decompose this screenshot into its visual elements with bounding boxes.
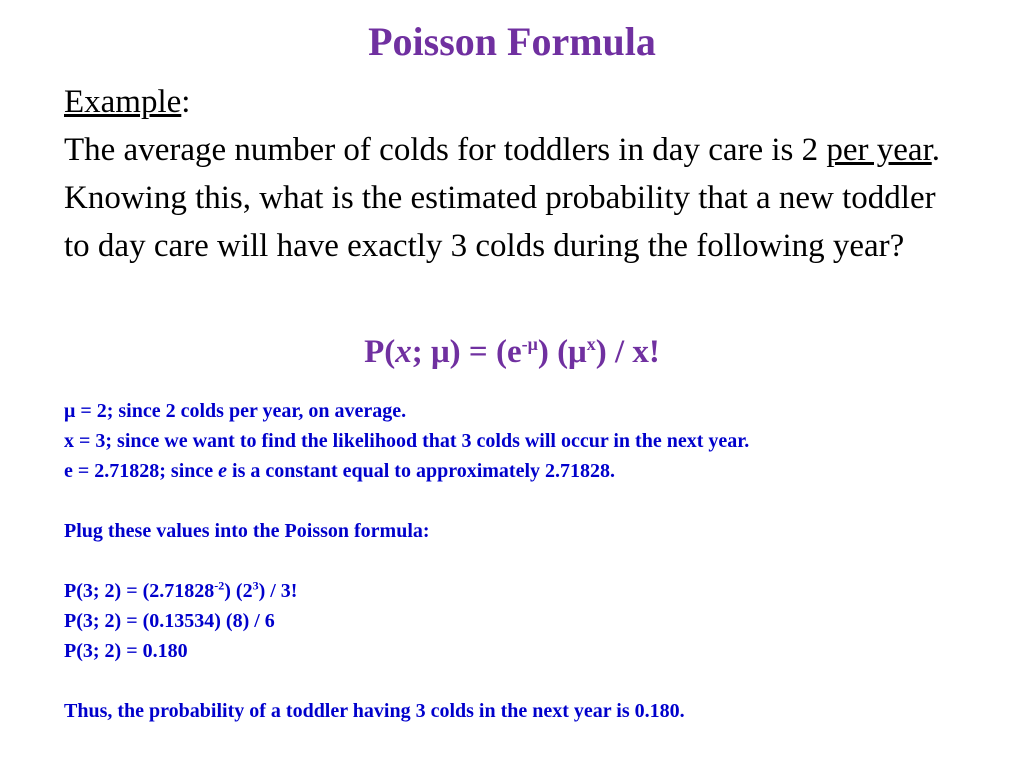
example-text-part-1: The average number of colds for toddlers in day care is 2 bbox=[64, 132, 827, 168]
formula-mid2: ) (μ bbox=[537, 334, 587, 370]
formula-x-variable: x bbox=[395, 334, 412, 370]
step1-part-c: ) / 3! bbox=[258, 580, 298, 602]
e-definition bbox=[64, 456, 1004, 486]
e-definition-part-1: e = 2.71828; since bbox=[64, 460, 219, 482]
slide-title: Poisson Formula bbox=[368, 19, 656, 64]
formula-mid: ; μ) = (e bbox=[411, 334, 522, 370]
example-label: Example bbox=[64, 84, 182, 120]
step1-part-b: ) (2 bbox=[224, 580, 253, 602]
poisson-formula bbox=[0, 330, 1024, 374]
formula-end: ) / x! bbox=[595, 334, 660, 370]
spacer bbox=[64, 666, 1004, 696]
mu-definition: μ = 2; since 2 colds per year, on average. bbox=[64, 400, 407, 422]
solution-block bbox=[64, 396, 1004, 726]
calculation-step-1 bbox=[64, 576, 1004, 606]
e-definition-variable: e bbox=[218, 460, 228, 482]
step1-exponent-2: 3 bbox=[252, 578, 259, 593]
e-definition-part-2: is a constant equal to approximately 2.71828. bbox=[227, 460, 616, 482]
formula-exponent-neg-mu: -μ bbox=[521, 334, 538, 354]
example-paragraph bbox=[64, 78, 964, 270]
calculation-step-2: P(3; 2) = (0.13534) (8) / 6 bbox=[64, 610, 275, 632]
x-definition: x = 3; since we want to find the likelihood that 3 colds will occur in the next year. bbox=[64, 430, 750, 452]
formula-p-open: P( bbox=[364, 334, 396, 370]
step1-exponent-1: -2 bbox=[214, 578, 225, 593]
formula-exponent-x: x bbox=[586, 334, 596, 354]
example-colon: : bbox=[181, 84, 191, 120]
calculation-step-3: P(3; 2) = 0.180 bbox=[64, 640, 188, 662]
step1-part-a: P(3; 2) = (2.71828 bbox=[64, 580, 215, 602]
example-text-part-2: . Knowing this, what is the estimated probability that a new toddler to day care will have exactly 3 colds during the following year? bbox=[64, 132, 940, 264]
plug-instruction: Plug these values into the Poisson formula: bbox=[64, 520, 430, 542]
spacer bbox=[64, 486, 1004, 516]
spacer bbox=[64, 546, 1004, 576]
example-underlined-phrase: per year bbox=[826, 132, 932, 168]
conclusion: Thus, the probability of a toddler having 3 colds in the next year is 0.180. bbox=[64, 700, 685, 722]
